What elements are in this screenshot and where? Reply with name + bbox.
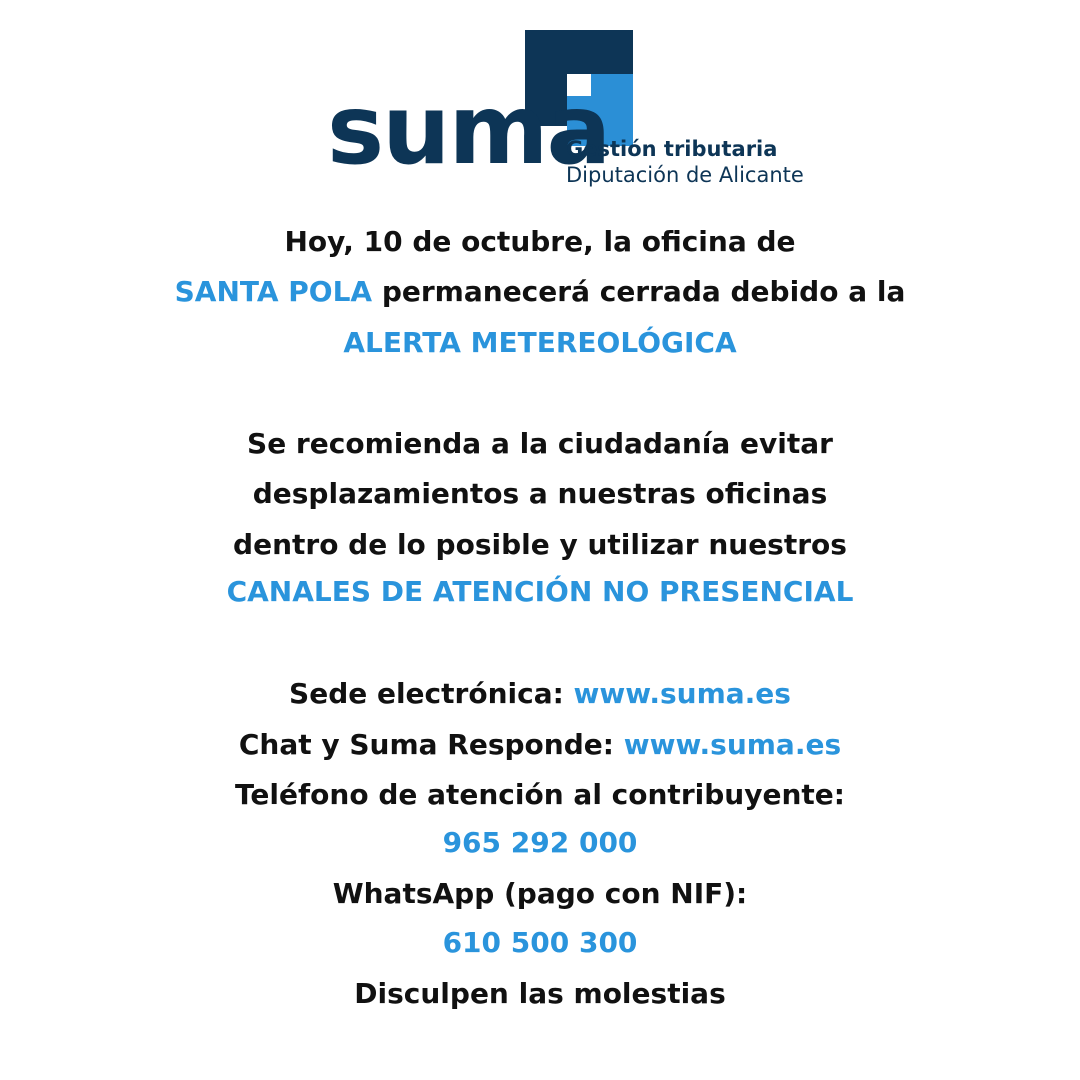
recommendation-line-2: desplazamientos a nuestras oficinas [252, 477, 828, 510]
recommendation-line-1: Se recomienda a la ciudadanía evitar [247, 427, 833, 460]
chat-label: Chat y Suma Responde: [238, 728, 624, 761]
phone-label: Teléfono de atención al contribuyente: [235, 778, 845, 811]
chat-line [0, 725, 1080, 765]
logo-wordmark: suma [327, 74, 610, 186]
office-name: SANTA POLA [174, 275, 373, 308]
whatsapp-number[interactable]: 610 500 300 [442, 926, 638, 959]
phone-number[interactable]: 965 292 000 [442, 826, 638, 859]
notice-line-2-rest: permanecerá cerrada debido a la [372, 275, 906, 308]
chat-link[interactable]: www.suma.es [623, 728, 842, 761]
whatsapp-label: WhatsApp (pago con NIF): [332, 877, 748, 910]
sede-label: Sede electrónica: [289, 677, 574, 710]
sede-line [0, 674, 1080, 714]
closing-apology: Disculpen las molestias [354, 977, 726, 1010]
recommendation-line-3: dentro de lo posible y utilizar nuestros [233, 528, 847, 561]
logo-tagline-diputacion: Diputación de Alicante [566, 163, 804, 187]
notice-line-2 [0, 272, 1080, 312]
weather-alert: ALERTA METEREOLÓGICA [343, 326, 737, 359]
channels-heading: CANALES DE ATENCIÓN NO PRESENCIAL [226, 575, 854, 608]
notice-line-1: Hoy, 10 de octubre, la oficina de [284, 225, 796, 258]
sede-link[interactable]: www.suma.es [573, 677, 791, 710]
logo-tagline-gestion: Gestión tributaria [566, 137, 778, 161]
suma-logo [0, 0, 1080, 200]
